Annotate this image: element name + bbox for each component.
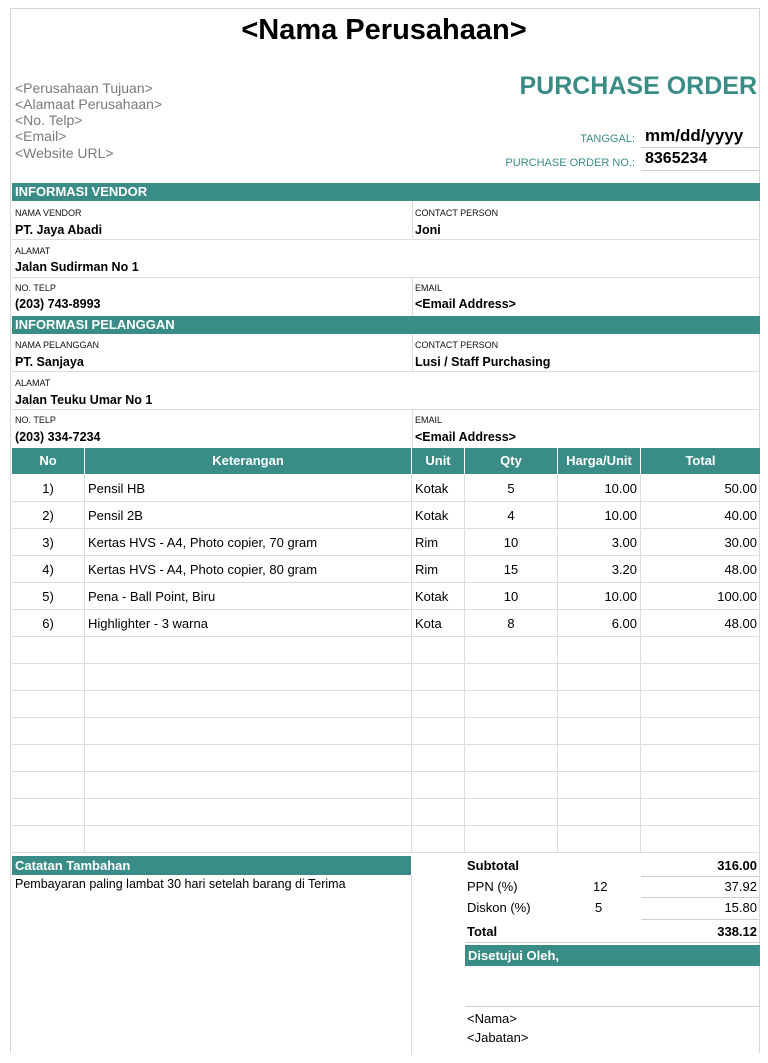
divider — [12, 409, 760, 410]
col-header-unit-price: Harga/Unit — [558, 448, 640, 474]
discount-amount: 15.80 — [724, 900, 757, 915]
recipient-phone: <No. Telp> — [15, 112, 83, 128]
col-header-qty: Qty — [465, 448, 557, 474]
grid-column-line — [411, 475, 412, 853]
vendor-name: PT. Jaya Abadi — [15, 223, 103, 237]
cell-no: 2) — [42, 508, 54, 523]
recipient-website: <Website URL> — [15, 145, 114, 161]
vendor-divider — [412, 278, 413, 316]
po-number-underline — [641, 170, 759, 171]
vendor-divider — [412, 201, 413, 238]
recipient-company: <Perusahaan Tujuan> — [15, 80, 153, 96]
vendor-name-label: NAMA VENDOR — [15, 208, 82, 218]
cell-total: 50.00 — [724, 481, 757, 496]
cell-no: 1) — [42, 481, 54, 496]
cell-unit: Kota — [415, 616, 442, 631]
ppn-label: PPN (%) — [467, 879, 518, 894]
cell-unit-price: 10.00 — [604, 508, 637, 523]
table-row — [12, 690, 760, 691]
customer-contact-label: CONTACT PERSON — [415, 340, 499, 350]
po-number-value: 8365234 — [645, 150, 708, 167]
approver-name: <Nama> — [467, 1011, 517, 1026]
recipient-address: <Alamaat Perusahaan> — [15, 96, 163, 112]
customer-name-label: NAMA PELANGGAN — [15, 340, 100, 350]
customer-address: Jalan Teuku Umar No 1 — [15, 393, 153, 407]
customer-email: <Email Address> — [415, 430, 516, 444]
date-label: TANGGAL: — [580, 133, 635, 145]
date-value: mm/dd/yyyy — [645, 126, 744, 145]
cell-qty: 8 — [507, 616, 515, 631]
col-header-no: No — [12, 448, 84, 474]
cell-qty: 10 — [503, 535, 519, 550]
notes-text: Pembayaran paling lambat 30 hari setelah barang di Terima — [15, 877, 346, 891]
table-row — [12, 852, 760, 853]
customer-contact: Lusi / Staff Purchasing — [415, 355, 551, 369]
ppn-rate: 12 — [593, 879, 608, 894]
notes-border — [411, 875, 412, 1055]
col-header-description: Keterangan — [85, 448, 411, 474]
cell-unit-price: 10.00 — [604, 481, 637, 496]
col-header-unit: Unit — [412, 448, 464, 474]
cell-total: 100.00 — [717, 589, 757, 604]
cell-total: 48.00 — [724, 616, 757, 631]
cell-total: 48.00 — [724, 562, 757, 577]
approver-position: <Jabatan> — [467, 1030, 529, 1045]
cell-unit-price: 3.20 — [611, 562, 637, 577]
vendor-phone-label: NO. TELP — [15, 283, 56, 293]
col-header-total: Total — [641, 448, 760, 474]
cell-description: Pensil HB — [88, 481, 146, 496]
customer-phone-label: NO. TELP — [15, 415, 56, 425]
notes-header: Catatan Tambahan — [12, 856, 411, 875]
cell-qty: 15 — [503, 562, 519, 577]
summary-line — [641, 876, 759, 877]
cell-description: Pena - Ball Point, Biru — [88, 589, 216, 604]
customer-section-header: INFORMASI PELANGGAN — [12, 316, 760, 334]
divider — [12, 239, 760, 240]
subtotal-label: Subtotal — [467, 858, 519, 873]
cell-description: Kertas HVS - A4, Photo copier, 80 gram — [88, 562, 318, 577]
summary-line — [641, 897, 759, 898]
cell-description: Kertas HVS - A4, Photo copier, 70 gram — [88, 535, 318, 550]
cell-total: 30.00 — [724, 535, 757, 550]
vendor-address-label: ALAMAT — [15, 246, 51, 256]
customer-name: PT. Sanjaya — [15, 355, 84, 369]
cell-unit-price: 10.00 — [604, 589, 637, 604]
document-title: PURCHASE ORDER — [519, 72, 757, 100]
table-row — [12, 663, 760, 664]
table-row — [12, 717, 760, 718]
grid-column-line — [464, 475, 465, 853]
cell-description: Highlighter - 3 warna — [88, 616, 208, 631]
summary-line — [465, 942, 760, 943]
recipient-email: <Email> — [15, 128, 67, 144]
vendor-contact-label: CONTACT PERSON — [415, 208, 499, 218]
grid-column-line — [640, 475, 641, 853]
cell-qty: 10 — [503, 589, 519, 604]
cell-unit: Rim — [415, 535, 439, 550]
customer-address-label: ALAMAT — [15, 378, 51, 388]
cell-no: 4) — [42, 562, 54, 577]
table-row — [12, 771, 760, 772]
cell-unit-price: 6.00 — [611, 616, 637, 631]
subtotal-value: 316.00 — [717, 858, 757, 873]
grid-column-line — [84, 475, 85, 853]
cell-qty: 5 — [507, 481, 515, 496]
cell-unit: Kotak — [415, 481, 449, 496]
total-label: Total — [467, 924, 498, 939]
company-name: <Nama Perusahaan> — [241, 14, 527, 46]
grid-column-line — [557, 475, 558, 853]
cell-no: 3) — [42, 535, 54, 550]
table-row — [12, 744, 760, 745]
cell-total: 40.00 — [724, 508, 757, 523]
cell-no: 6) — [42, 616, 54, 631]
summary-line — [641, 919, 759, 920]
date-underline — [641, 147, 759, 148]
vendor-address: Jalan Sudirman No 1 — [15, 260, 139, 274]
table-row — [12, 798, 760, 799]
cell-no: 5) — [42, 589, 54, 604]
discount-label: Diskon (%) — [467, 900, 531, 915]
discount-rate: 5 — [595, 900, 603, 915]
approval-header: Disetujui Oleh, — [465, 945, 760, 966]
cell-description: Pensil 2B — [88, 508, 143, 523]
divider — [12, 277, 760, 278]
po-number-label: PURCHASE ORDER NO.: — [505, 157, 635, 169]
customer-divider — [412, 334, 413, 371]
cell-qty: 4 — [507, 508, 515, 523]
cell-unit: Kotak — [415, 589, 449, 604]
vendor-section-header: INFORMASI VENDOR — [12, 183, 760, 201]
table-row — [12, 825, 760, 826]
vendor-email-label: EMAIL — [415, 283, 443, 293]
vendor-phone: (203) 743-8993 — [15, 297, 101, 311]
customer-phone: (203) 334-7234 — [15, 430, 101, 444]
vendor-email: <Email Address> — [415, 297, 516, 311]
cell-unit-price: 3.00 — [611, 535, 637, 550]
ppn-amount: 37.92 — [724, 879, 757, 894]
total-value: 338.12 — [717, 924, 757, 939]
customer-email-label: EMAIL — [415, 415, 443, 425]
divider — [12, 371, 760, 372]
signature-line — [465, 1006, 760, 1007]
customer-divider — [412, 410, 413, 448]
vendor-contact: Joni — [415, 223, 441, 237]
cell-unit: Rim — [415, 562, 439, 577]
cell-unit: Kotak — [415, 508, 449, 523]
